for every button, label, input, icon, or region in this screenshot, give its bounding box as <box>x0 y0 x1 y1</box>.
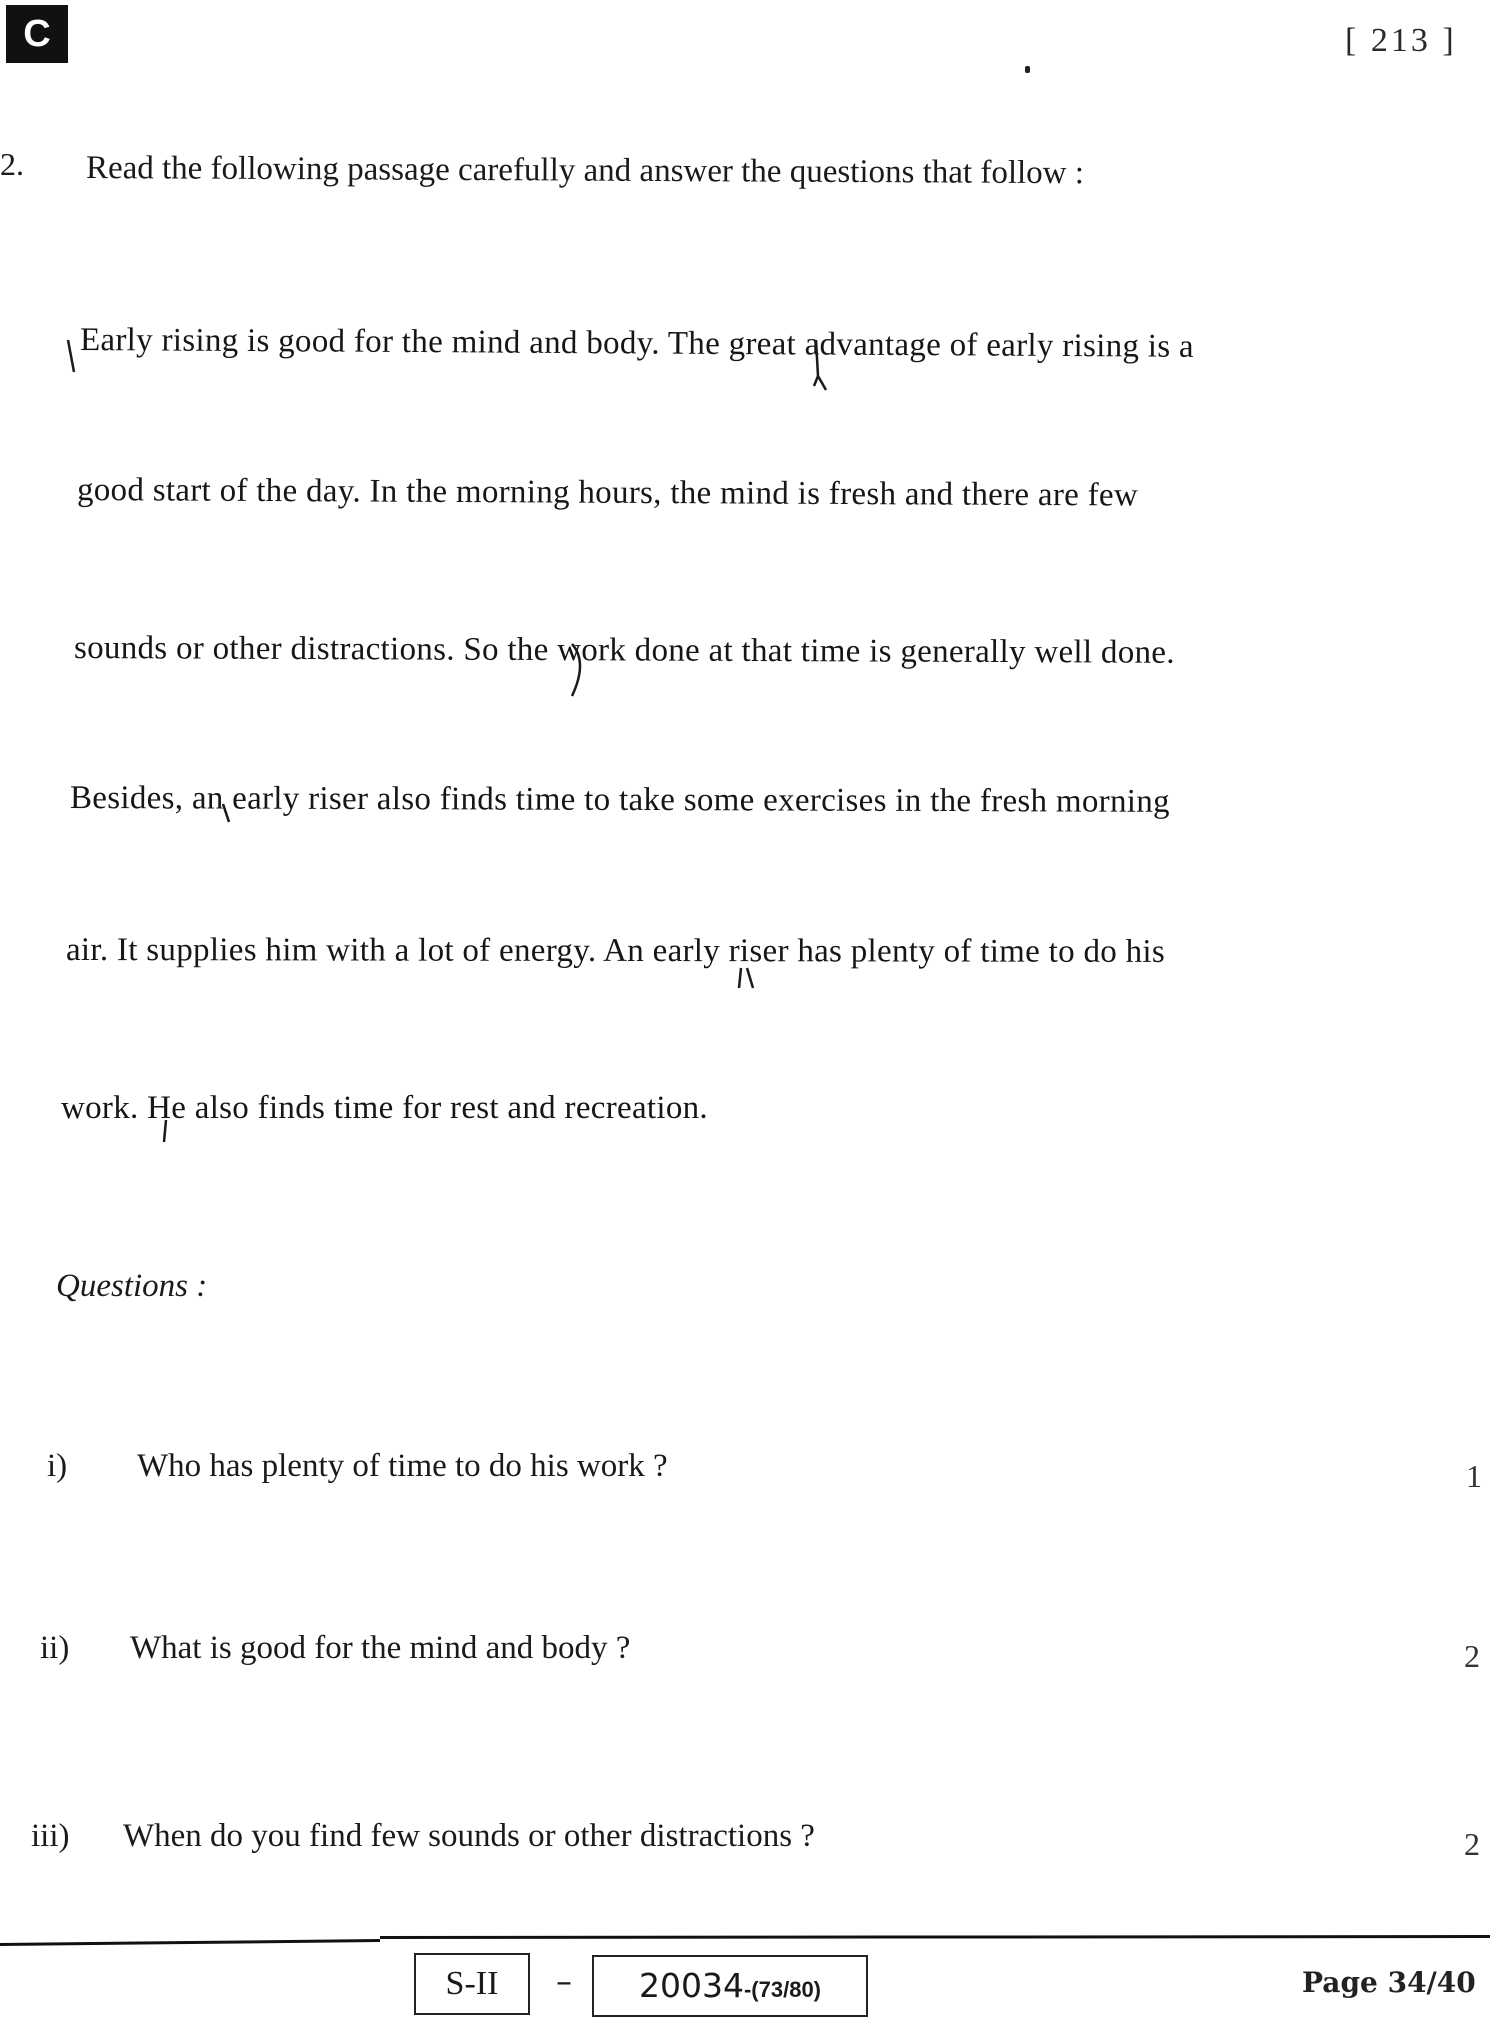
question-number: 2. <box>0 146 24 182</box>
questions-heading: Questions : <box>56 1268 208 1304</box>
passage-line: Besides, an early riser also finds time to take some exercises in the fresh morning <box>69 780 1170 820</box>
page-number: Page 34/40 <box>1302 1966 1476 1999</box>
marks-value: 1 <box>1466 1458 1482 1494</box>
passage-line: Early rising is good for the mind and body. The great advantage of early rising is a <box>79 322 1195 365</box>
marks-value: 2 <box>1464 1638 1480 1674</box>
pen-mark-icon <box>221 800 237 826</box>
pen-mark-icon <box>64 336 80 376</box>
question-text: When do you find few sounds or other distractions ? <box>123 1818 815 1854</box>
passage-line: sounds or other distractions. So the work done at that time is generally well done. <box>73 630 1175 671</box>
pen-mark-icon <box>160 1116 172 1146</box>
question-text: Who has plenty of time to do his work ? <box>137 1448 668 1484</box>
question-numeral: i) <box>47 1448 68 1484</box>
passage-line: good start of the day. In the morning hours, the mind is fresh and there are few <box>76 472 1139 514</box>
page-reference: [ 213 ] <box>1345 22 1457 59</box>
passage-line: air. It supplies him with a lot of energy. An early riser has plenty of time to do his <box>65 932 1166 970</box>
question-text: What is good for the mind and body ? <box>130 1630 631 1666</box>
scan-speck <box>1025 66 1030 73</box>
question-instruction: Read the following passage carefully and answer the questions that follow : <box>85 150 1085 192</box>
question-numeral: iii) <box>31 1818 70 1854</box>
pen-mark-icon <box>568 640 592 700</box>
section-badge: C <box>6 5 68 63</box>
paper-code-box <box>592 1955 868 2017</box>
paper-code: 20034 <box>638 1966 744 2005</box>
paper-code-suffix: -(73/80) <box>743 1977 822 2002</box>
footer-divider <box>380 1935 1490 1939</box>
footer-separator: – <box>556 1962 572 2000</box>
footer-divider <box>0 1939 380 1946</box>
marks-value: 2 <box>1464 1826 1480 1862</box>
pen-mark-icon <box>735 962 757 992</box>
pen-mark-icon <box>810 336 834 394</box>
passage-line: work. He also finds time for rest and recreation. <box>61 1090 708 1126</box>
question-numeral: ii) <box>40 1630 70 1666</box>
series-box: S-II <box>414 1953 530 2015</box>
